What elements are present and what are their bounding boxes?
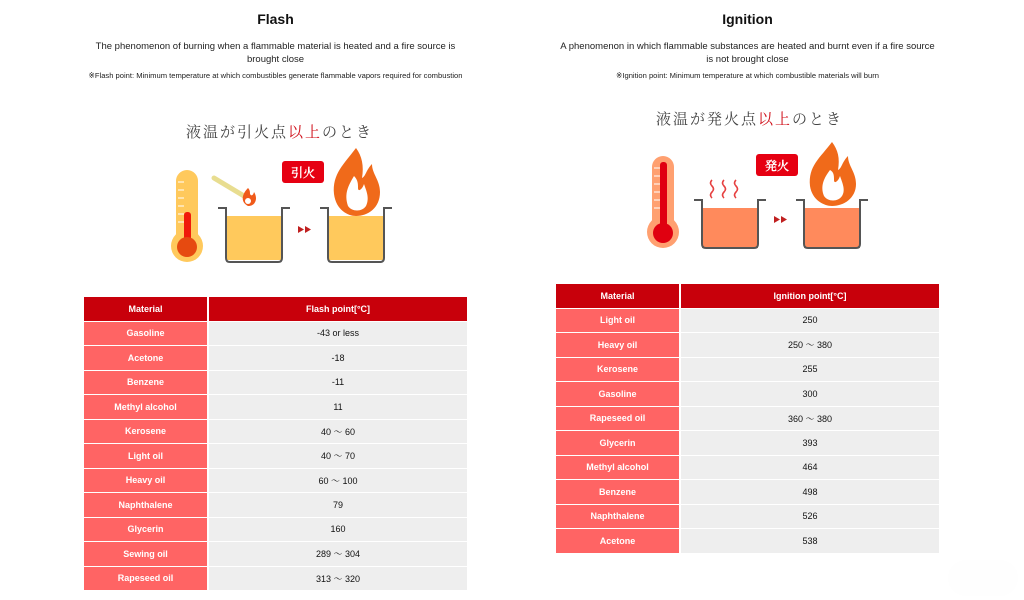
burning-beaker-icon: [320, 148, 392, 262]
table-row: [556, 480, 939, 504]
value-cell: -11: [209, 371, 467, 395]
table-row: [556, 456, 939, 480]
ignition-caption: 液温が発火点以上のとき: [656, 110, 844, 128]
ignition-description: A phenomenon in which flammable substances are heated and burnt even if a fire source is not brought close: [560, 41, 935, 65]
value-cell: 40 ～ 70: [209, 444, 467, 468]
ignition-title: Ignition: [722, 11, 773, 27]
value-cell: -18: [209, 346, 467, 370]
flash-section: [84, 0, 467, 81]
material-cell: Rapeseed oil: [556, 407, 681, 431]
ignition-point-table: [556, 283, 939, 554]
material-cell: Naphthalene: [84, 493, 209, 517]
flash-badge: [282, 161, 324, 183]
material-cell: Kerosene: [556, 358, 681, 382]
svg-text:発火: 発火: [764, 159, 790, 173]
value-cell: 255: [681, 358, 939, 382]
value-cell: 538: [681, 529, 939, 553]
table-row: [556, 407, 939, 431]
value-cell: 250: [681, 309, 939, 333]
table-row: [556, 505, 939, 529]
value-cell: 526: [681, 505, 939, 529]
table-row: [84, 518, 467, 542]
table-row: [556, 529, 939, 553]
material-cell: Benzene: [556, 480, 681, 504]
table-row: [556, 382, 939, 406]
table-row: [84, 371, 467, 395]
svg-text:引火: 引火: [290, 166, 316, 180]
material-cell: Acetone: [84, 346, 209, 370]
material-cell: Acetone: [556, 529, 681, 553]
value-cell: 60 ～ 100: [209, 469, 467, 493]
value-cell: 11: [209, 395, 467, 419]
table-row: [556, 431, 939, 455]
table-row: [84, 469, 467, 493]
table-row: [556, 358, 939, 382]
material-cell: Benzene: [84, 371, 209, 395]
value-cell: 313 ～ 320: [209, 567, 467, 591]
value-cell: 360 ～ 380: [681, 407, 939, 431]
material-cell: Light oil: [556, 309, 681, 333]
table-row: [84, 493, 467, 517]
flash-caption: 液温が引火点以上のとき: [186, 123, 374, 141]
value-cell: -43 or less: [209, 322, 467, 346]
material-cell: Heavy oil: [556, 333, 681, 357]
value-cell: 289 ～ 304: [209, 542, 467, 566]
value-cell: 498: [681, 480, 939, 504]
material-cell: Methyl alcohol: [84, 395, 209, 419]
table-row: [556, 309, 939, 333]
heat-waves-icon: [711, 180, 738, 198]
table-row: [84, 542, 467, 566]
material-cell: Gasoline: [84, 322, 209, 346]
thermometer-icon: [171, 170, 203, 262]
beaker-icon: [694, 200, 766, 248]
flash-title: Flash: [257, 11, 294, 27]
flash-illustration: [168, 118, 398, 270]
column-header-ignition-point: Ignition point[°C]: [681, 284, 939, 308]
ignition-badge: [756, 154, 798, 176]
column-header-flash-point: Flash point[°C]: [209, 297, 467, 321]
value-cell: 160: [209, 518, 467, 542]
material-cell: Sewing oil: [84, 542, 209, 566]
ignition-section: [556, 0, 939, 81]
material-cell: Glycerin: [556, 431, 681, 455]
arrow-icon: [298, 226, 311, 233]
table-row: [84, 420, 467, 444]
material-cell: Gasoline: [556, 382, 681, 406]
column-header-material: Material: [556, 284, 681, 308]
faded-overlay-widget: [948, 560, 1018, 596]
material-cell: Naphthalene: [556, 505, 681, 529]
material-cell: Methyl alcohol: [556, 456, 681, 480]
ignition-illustration: [644, 104, 874, 256]
table-row: [84, 444, 467, 468]
table-row: [556, 333, 939, 357]
value-cell: 393: [681, 431, 939, 455]
flash-point-table: [84, 296, 467, 591]
table-row: [84, 395, 467, 419]
arrow-icon: [774, 216, 787, 223]
ignition-note: ※Ignition point: Minimum temperature at which combustible materials will burn: [616, 71, 879, 80]
flash-note: ※Flash point: Minimum temperature at which combustibles generate flammable vapors required for combustion: [88, 71, 463, 80]
value-cell: 250 ～ 380: [681, 333, 939, 357]
flash-description: The phenomenon of burning when a flammable material is heated and a fire source is brought close: [95, 41, 456, 65]
value-cell: 300: [681, 382, 939, 406]
material-cell: Glycerin: [84, 518, 209, 542]
thermometer-icon: [647, 156, 679, 248]
burning-beaker-icon: [796, 142, 868, 248]
table-row: [84, 322, 467, 346]
material-cell: Rapeseed oil: [84, 567, 209, 591]
value-cell: 79: [209, 493, 467, 517]
material-cell: Heavy oil: [84, 469, 209, 493]
value-cell: 40 ～ 60: [209, 420, 467, 444]
beaker-icon: [218, 208, 290, 262]
column-header-material: Material: [84, 297, 209, 321]
material-cell: Kerosene: [84, 420, 209, 444]
material-cell: Light oil: [84, 444, 209, 468]
table-header-row: [556, 284, 939, 308]
table-row: [84, 567, 467, 591]
value-cell: 464: [681, 456, 939, 480]
table-header-row: [84, 297, 467, 321]
match-icon: [214, 178, 256, 206]
table-row: [84, 346, 467, 370]
